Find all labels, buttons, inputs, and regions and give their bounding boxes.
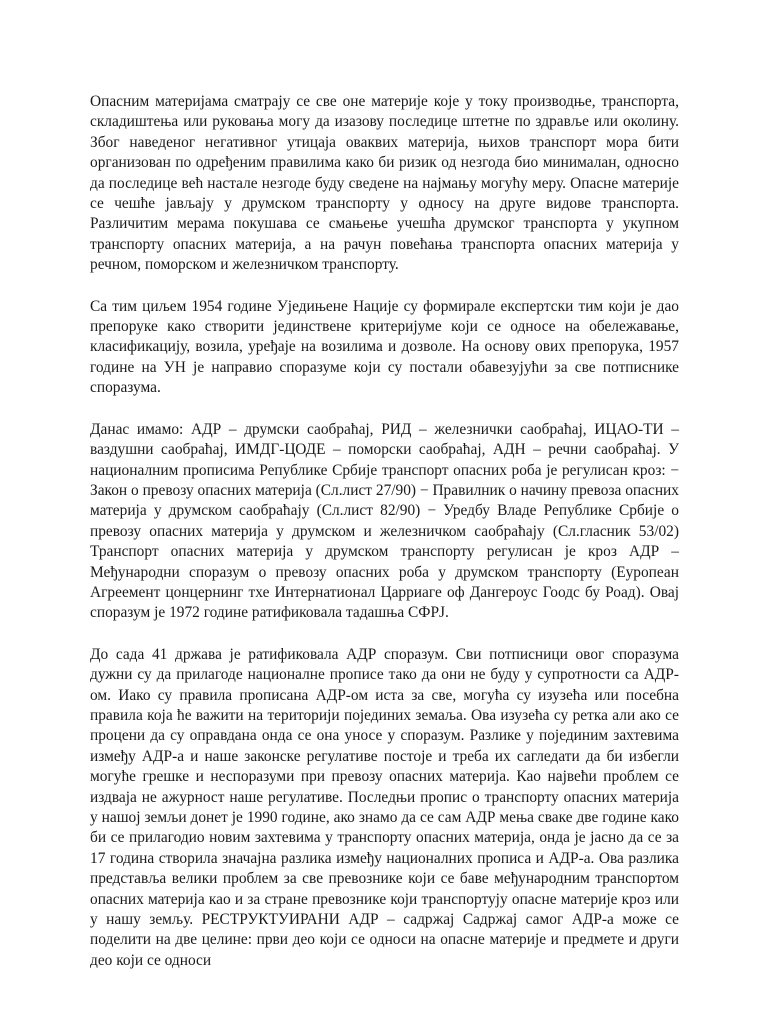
paragraph-1: Опасним материјама сматрају се све оне материје које у току производње, транспорта, складиштења или руковања могу да изазову последице штетне по здравље или околину. Због наведеног негативног утицаја оваквих материја, њихов транспорт мора бити организован по одређеним правилима како би ризик од незгода био минималан, односно да последице већ настале незгоде буду сведене на најмању могућу меру. Опасне материје се чешће јављају у друмском транспорту у односу на друге видове транспорта. Различитим мерама покушава се смањење учешћа друмског транспорта у укупном транспорту опасних материја, а на рачун повећања транспорта опасних материја у речном, поморском и железничком транспорту. <box>90 93 679 274</box>
paragraph-2: Са тим циљем 1954 године Уједињене Нације су формирале експертски тим који је дао препоруке како створити јединствене критеријуме који се односе на обележавање, класификацију, возила, уређаје на возилима и дозволе. На основу ових препорука, 1957 године на УН је направио споразуме који су постали обавезујући за све потписнике споразума. <box>90 297 679 397</box>
document-page <box>90 92 679 992</box>
paragraph-4: До сада 41 држава је ратификовала АДР споразум. Сви потписници овог споразума дужни су да прилагоде националне прописе тако да они не буду у супротности са АДР-ом. Иако су правила прописана АДР-ом иста за све, могућа су изузећа или посебна правила која ће важити на територији појединих земаља. Ова изузећа су ретка али ако се процени да су оправдана онда се она уносе у споразум. Разлике у појединим захтевима између АДР-а и наше законске регулативе постоје и треба их сагледати да би избегли могуће грешке и неспоразуми при превозу опасних материја. Као највећи проблем се издваја не ажурност наше регулативе. Последњи пропис о транспорту опасних материја у нашој земљи донет је 1990 године, ако знамо да се сам АДР мења сваке две године како би се прилагодио новим захтевима у транспорту опасних материја, онда је јасно да се за 17 година створила значајна разлика између националних прописа и АДР-а. Ова разлика представља велики проблем за све превознике који се баве међународним транспортом опасних материја као и за стране превознике који транспортују опасне материје кроз или у нашу земљу. РЕСТРУКТУИРАНИ АДР – садржај Садржај самог АДР-а може се поделити на две целине: први део који се односи на опасне материје и предмете и други део који се односи <box>90 645 679 969</box>
paragraph-3: Данас имамо: АДР – друмски саобраћај, РИД – железнички саобраћај, ИЦАО-ТИ – ваздушни саобраћај, ИМДГ-ЦОДЕ – поморски саобраћај, АДН – речни саобраћај. У националним прописима Републике Србије транспорт опасних роба је регулисан кроз: − Закон о превозу опасних материја (Сл.лист 27/90) − Правилник о начину превоза опасних материја у друмском саобраћају (Сл.лист 82/90) − Уредбу Владе Републике Србије о превозу опасних материја у друмском и железничком саобраћају (Сл.гласник 53/02) Транспорт опасних материја у друмском транспорту регулисан је кроз АДР – Међународни споразум о превозу опасних роба у друмском транспорту (Еуропеан Агреемент цонцернинг тхе Интернатионал Царриаге оф Дангероус Гоодс бу Роад). Овај споразум је 1972 године ратификовала тадашња СФРЈ. <box>90 420 679 622</box>
